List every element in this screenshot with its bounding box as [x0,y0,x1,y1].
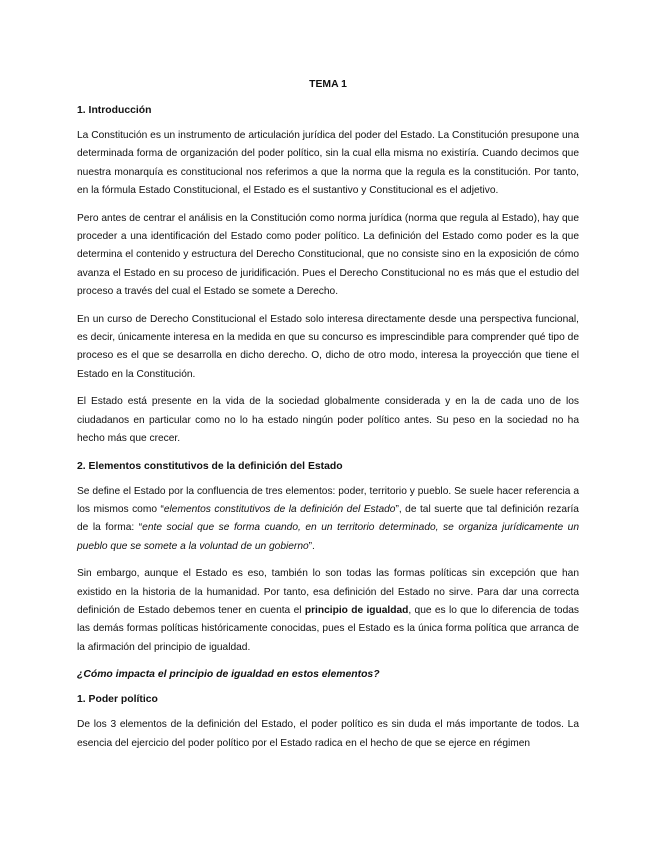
text-run: Sin embargo, aunque el Estado es eso, también lo son todas las formas políticas sin excepción que han existido en la historia de la humanidad. Por tanto, esa definición del Estado no sirve. Para dar una correcta definición de Estado debemos tener en cuenta el [77,568,579,616]
italic-text: elementos constitutivos de la definición del Estado [163,503,396,515]
section-heading-elementos: 2. Elementos constitutivos de la definición del Estado [77,460,343,472]
paragraph [77,483,579,557]
text-run: ”, de tal suerte que tal definición rezaría de la forma: “ [77,503,579,534]
section-heading-poder-politico: 1. Poder político [77,694,158,706]
document-title: TEMA 1 [309,79,347,90]
paragraph: De los 3 elementos de la definición del Estado, el poder político es sin duda el más importante de todos. La esencia del ejercicio del poder político por el Estado radica en el hecho de que se ejerce en régimen [77,719,579,749]
paragraph: La Constitución es un instrumento de articulación jurídica del poder del Estado. La Constitución presupone una determinada forma de organización del poder político, sin la cual ella misma no existiría. Cuando decimos que nuestra monarquía es constitucional nos referimos a que la norma que la regula es la constitución. Por tanto, en la fórmula Estado Constitucional, el Estado es el sustantivo y Constitucional es el adjetivo. [77,130,579,197]
document-content [77,76,579,762]
text-run: , que es lo que lo diferencia de todas las demás formas políticas históricamente conocidas, pues el Estado es la única forma política que arranca de la afirmación del principio de igualdad. [77,604,579,653]
paragraph: En un curso de Derecho Constitucional el Estado solo interesa directamente desde una perspectiva funcional, es decir, únicamente interesa en la medida en que su concurso es imprescindible para comprender qué tipo de proceso es el que se desarrolla en dicho derecho. O, dicho de otro modo, interesa la proyección que tiene el Estado en la Constitución. [77,313,579,380]
bold-text: principio de igualdad [304,604,409,616]
question-heading: ¿Cómo impacta el principio de igualdad en estos elementos? [77,669,380,681]
paragraph: Pero antes de centrar el análisis en la Constitución como norma jurídica (norma que regula al Estado), hay que proceder a una identificación del Estado como poder político. La definición del Estado como poder es la que determina el contenido y estructura del Derecho Constitucional, que no consiste sino en la exposición de cómo avanza el Estado en su proceso de juridificación. Pues el Derecho Constitucional no es más que el estudio del proceso a través del cual el Estado se somete a Derecho. [77,212,579,298]
text-run: ”. [308,540,315,552]
text-run: Se define el Estado por la confluencia de tres elementos: poder, territorio y pueblo. Se suele hacer referencia a los mismos como “ [77,485,579,515]
paragraph: El Estado está presente en la vida de la sociedad globalmente considerada y en la de cada uno de los ciudadanos en particular como no lo ha estado ningún poder político antes. Su peso en la sociedad no ha hecho más que crecer. [77,396,579,445]
paragraph [77,565,579,657]
italic-text: ente social que se forma cuando, en un territorio determinado, se organiza jurídicamente un pueblo que se somete a la voluntad de un gobierno [77,522,579,552]
section-heading-introduccion: 1. Introducción [77,105,152,116]
